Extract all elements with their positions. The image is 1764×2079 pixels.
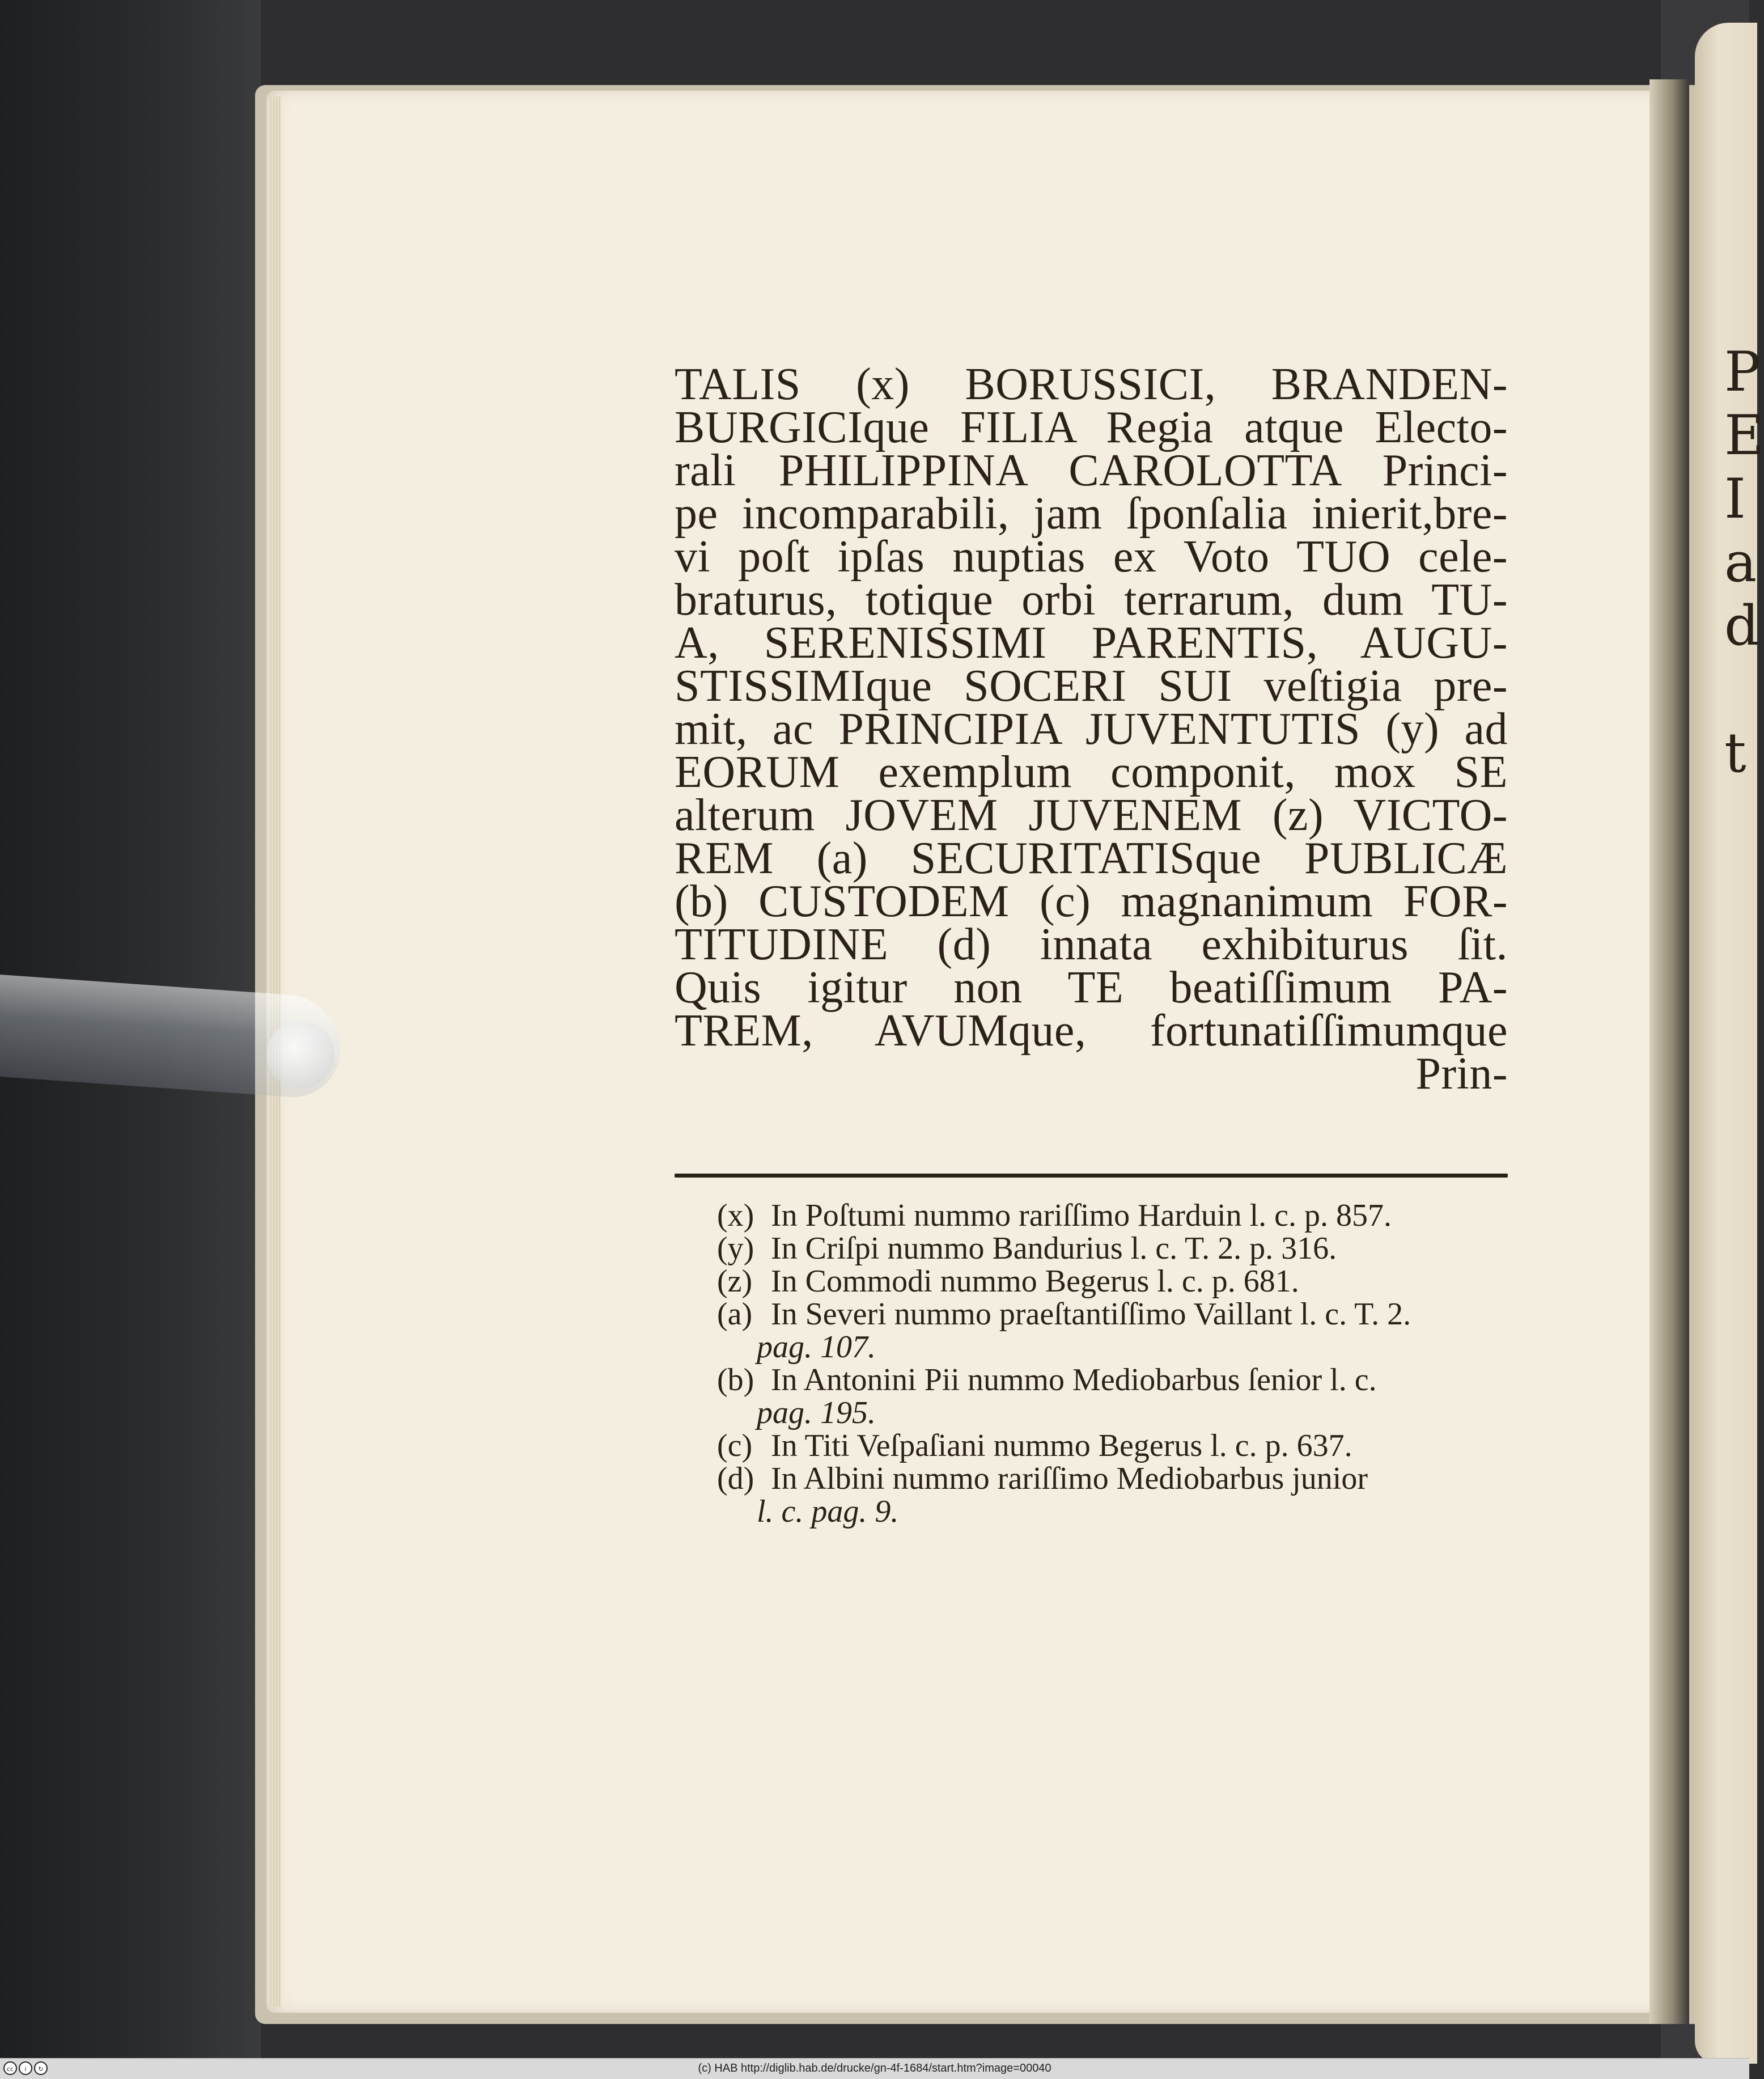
footnote-text: In Antonini Pii nummo Mediobarbus ſenior l. c. xyxy=(771,1362,1377,1398)
footnote-mark: (c) xyxy=(717,1428,753,1463)
footnote-text: In Criſpi nummo Bandurius l. c. T. 2. p. 316. xyxy=(771,1231,1337,1266)
text-line: BURGICIque FILIA Regia atque Electo- xyxy=(675,403,1508,452)
facing-page-text: P E I a d t xyxy=(1724,340,1764,785)
text-line: alterum JOVEM JUVENEM (z) VICTO- xyxy=(675,790,1508,840)
footnote xyxy=(717,1298,1508,1331)
footnote-mark: (x) xyxy=(717,1198,754,1233)
text-line: Quis igitur non TE beatiſſimum PA- xyxy=(675,963,1508,1013)
sa-icon: ↻ xyxy=(34,2061,48,2075)
text-line: (b) CUSTODEM (c) magnanimum FOR- xyxy=(675,877,1508,926)
cc-icon: cc xyxy=(3,2061,17,2075)
footnote xyxy=(717,1429,1508,1462)
footer-bar xyxy=(0,2058,1749,2079)
footnote-text: In Commodi nummo Begerus l. c. p. 681. xyxy=(771,1264,1299,1299)
main-text-block xyxy=(675,359,1508,1099)
text-line: STISSIMIque SOCERI SUI veſtigia pre- xyxy=(675,661,1508,711)
text-line: TALIS (x) BORUSSICI, BRANDEN- xyxy=(675,359,1508,409)
footnote-text: In Severi nummo praeſtantiſſimo Vaillant l. c. T. 2. xyxy=(771,1297,1411,1332)
footer-credit: (c) HAB http://diglib.hab.de/drucke/gn-4f-1684/start.htm?image=00040 xyxy=(698,2062,1051,2074)
footnote-mark: (d) xyxy=(717,1461,754,1496)
footnote xyxy=(717,1232,1508,1265)
catchword: Prin- xyxy=(1415,1049,1508,1099)
book-gutter xyxy=(1649,79,1689,2024)
text-line: rali PHILIPPINA CAROLOTTA Princi- xyxy=(675,446,1508,496)
footnote-mark: (z) xyxy=(717,1264,753,1299)
footnote-text: In Titi Veſpaſiani nummo Begerus l. c. p. 637. xyxy=(771,1428,1352,1463)
footnotes xyxy=(717,1199,1508,1528)
footnote-mark: (b) xyxy=(717,1362,754,1398)
footnote xyxy=(717,1199,1508,1232)
text-line: TITUDINE (d) innata exhibiturus ſit. xyxy=(675,920,1508,969)
text-line: braturus, totique orbi terrarum, dum TU- xyxy=(675,575,1508,625)
footnote xyxy=(717,1364,1508,1396)
footnote-mark: (a) xyxy=(717,1297,753,1332)
text-line: REM (a) SECURITATISque PUBLICÆ xyxy=(675,833,1508,883)
footnote-continuation: l. c. pag. 9. xyxy=(757,1494,899,1529)
text-line: EORUM exemplum componit, mox SE xyxy=(675,747,1508,797)
footnote-continuation: pag. 195. xyxy=(757,1395,876,1430)
text-line: mit, ac PRINCIPIA JUVENTUTIS (y) ad xyxy=(675,704,1508,754)
by-icon: i xyxy=(19,2061,32,2075)
footnote xyxy=(717,1462,1508,1495)
text-line: TREM, AVUMque, fortunatiſſimumque xyxy=(675,1006,1508,1056)
footnote-mark: (y) xyxy=(717,1231,754,1266)
text-line: A, SERENISSIMI PARENTIS, AUGU- xyxy=(675,618,1508,668)
text-line: pe incomparabili, jam ſponſalia inierit,bre- xyxy=(675,489,1508,539)
footnote-text: In Albini nummo rariſſimo Mediobarbus junior xyxy=(771,1461,1368,1496)
footnote xyxy=(717,1265,1508,1298)
text-line: vi poſt ipſas nuptias ex Voto TUO cele- xyxy=(675,532,1508,582)
footnote-rule xyxy=(675,1174,1508,1178)
footnote-text: In Poſtumi nummo rariſſimo Harduin l. c. p. 857. xyxy=(771,1198,1392,1233)
page-holder-clip-tip xyxy=(266,1021,334,1089)
footnote-continuation: pag. 107. xyxy=(757,1329,876,1365)
facing-page xyxy=(1695,23,1764,2064)
